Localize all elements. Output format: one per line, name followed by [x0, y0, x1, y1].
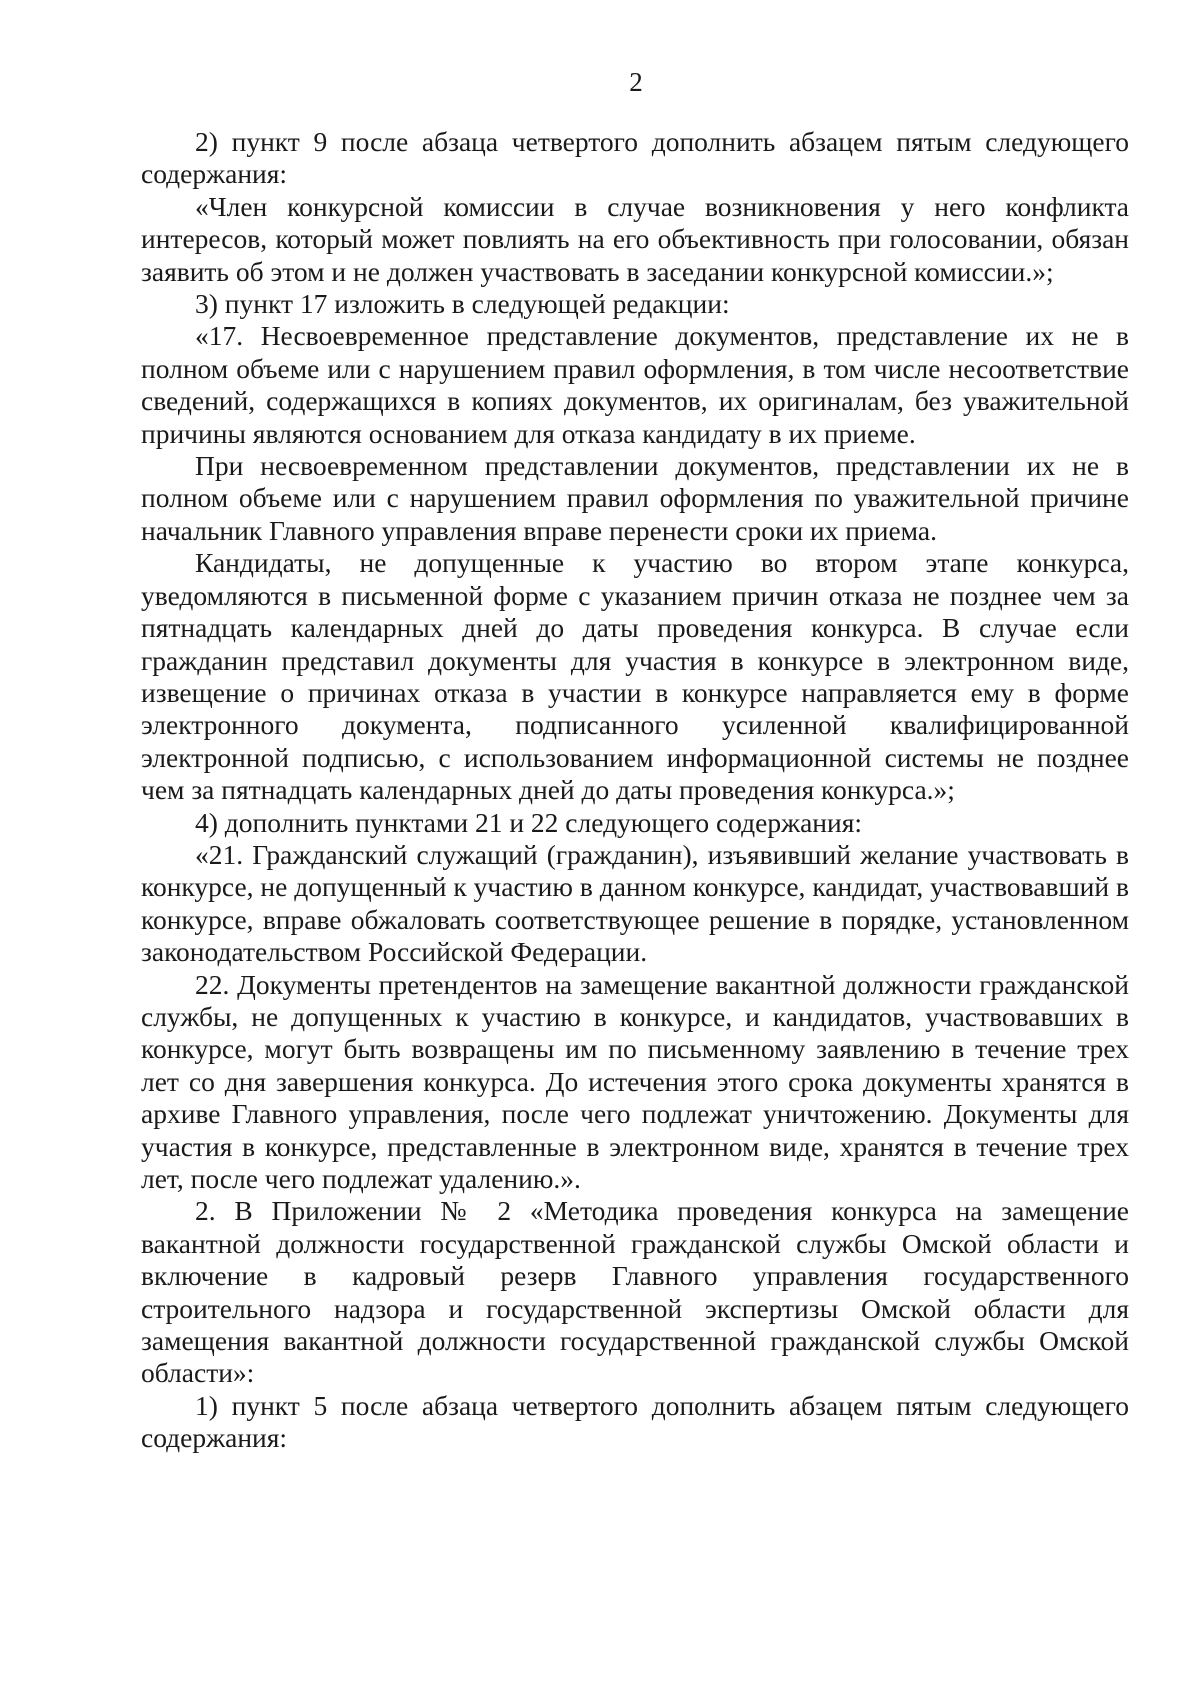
document-body — [141, 126, 1129, 1455]
paragraph-item-22: 22. Документы претендентов на замещение вакантной должности гражданской службы, не допущенных к участию в конкурсе, и кандидатов, участвовавших в конкурсе, могут быть возвращены им по письменному заявлению в течение трех лет со дня завершения конкурса. До истечения этого срока документы хранятся в архиве Главного управления, после чего подлежат уничтожению. Документы для участия в конкурсе, представленные в электронном виде, хранятся в течение трех лет, после чего подлежат удалению.». — [141, 968, 1129, 1194]
page-number: 2 — [629, 67, 643, 97]
paragraph-amend-item-5: 1) пункт 5 после абзаца четвертого дополнить абзацем пятым следующего содержания: — [141, 1389, 1129, 1454]
paragraph-appendix-2: 2. В Приложении № 2 «Методика проведения конкурса на замещение вакантной должности государственной гражданской службы Омской области и включение в кадровый резерв Главного управления государственного строительного надзора и государственной экспертизы Омской области для замещения вакантной должности государственной гражданской службы Омской области»: — [141, 1195, 1129, 1389]
paragraph-amend-item-17: 3) пункт 17 изложить в следующей редакции: — [195, 288, 730, 320]
paragraph-candidates-notice: Кандидаты, не допущенные к участию во втором этапе конкурса, уведомляются в письменной форме с указанием причин отказа не позднее чем за пятнадцать календарных дней до даты проведения конкурса. В случае если гражданин представил документы для участия в конкурсе в электронном виде, извещение о причинах отказа в участии в конкурсе направляется ему в форме электронного документа, подписанного усиленной квалифицированной электронной подписью, с использованием информационной системы не позднее чем за пятнадцать календарных дней до даты проведения конкурса.»; — [141, 547, 1129, 806]
paragraph-amend-item-9: 2) пункт 9 после абзаца четвертого дополнить абзацем пятым следующего содержания: — [141, 126, 1129, 190]
paragraph-commission-conflict: «Член конкурсной комиссии в случае возникновения у него конфликта интересов, который может повлиять на его объективность при голосовании, обязан заявить об этом и не должен участвовать в заседании конкурсной комиссии.»; — [141, 190, 1129, 287]
paragraph-valid-reason: При несвоевременном представлении документов, представлении их не в полном объеме или с нарушением правил оформления по уважительной причине начальник Главного управления вправе перенести сроки их приема. — [141, 450, 1129, 546]
paragraph-item-17-text: «17. Несвоевременное представление документов, представление их не в полном объеме или с нарушением правил оформления, в том числе несоответствие сведений, содержащихся в копиях документов, их оригиналам, без уважительной причины являются основанием для отказа кандидату в их приеме. — [141, 320, 1129, 449]
paragraph-item-21: «21. Гражданский служащий (гражданин), изъявивший желание участвовать в конкурсе, не допущенный к участию в данном конкурсе, кандидат, участвовавший в конкурсе, вправе обжаловать соответствующее решение в порядке, установленном законодательством Российской Федерации. — [141, 838, 1129, 968]
paragraph-add-items-21-22: 4) дополнить пунктами 21 и 22 следующего содержания: — [195, 806, 862, 838]
